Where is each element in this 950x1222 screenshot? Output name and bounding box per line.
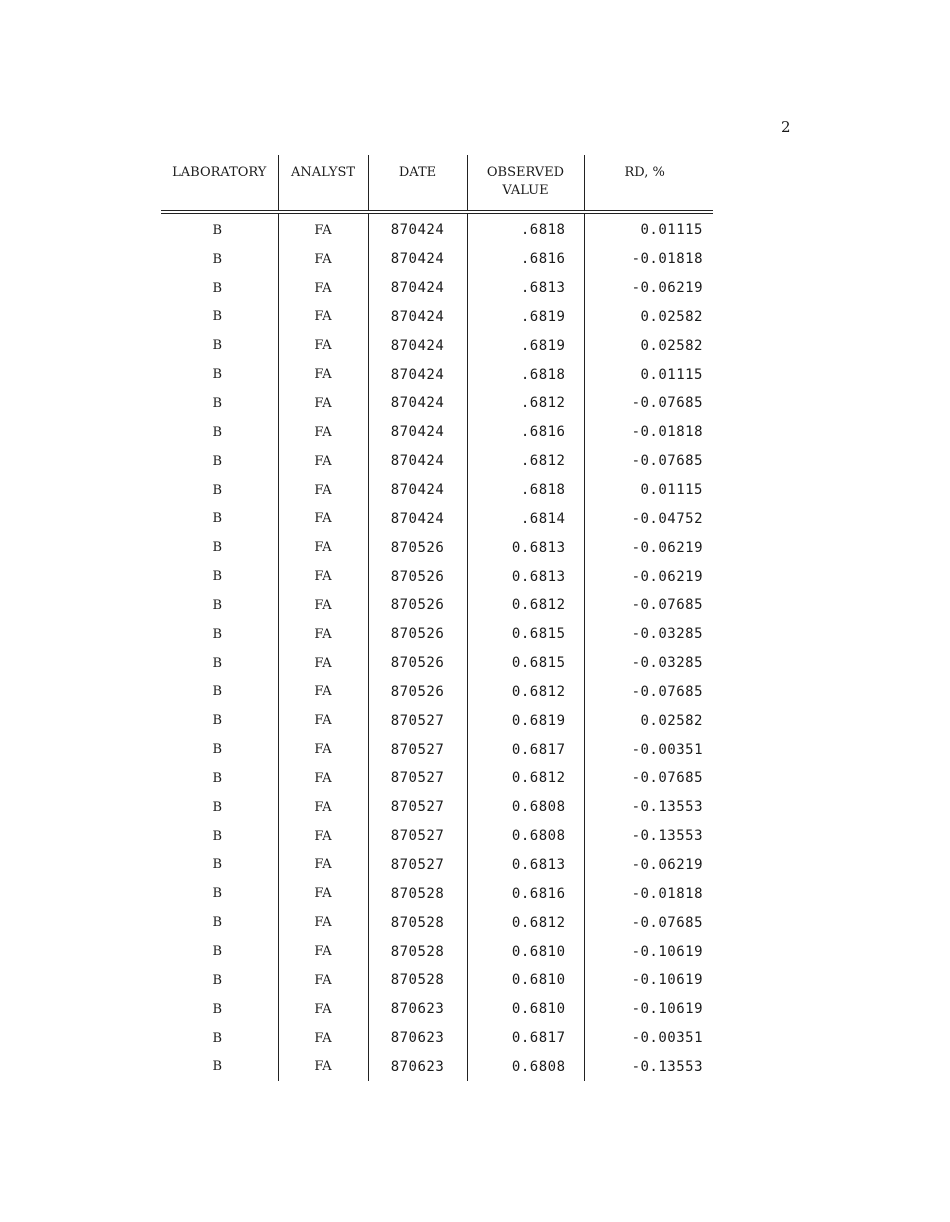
cell-observed-value: 0.6813 xyxy=(467,562,584,591)
header-laboratory: LABORATORY xyxy=(161,155,278,212)
table-row xyxy=(161,1024,713,1053)
cell-rd: -0.07685 xyxy=(631,395,703,412)
cell-laboratory: B xyxy=(161,678,278,707)
table-row xyxy=(161,822,713,851)
table-row xyxy=(161,274,713,303)
cell-analyst: FA xyxy=(278,678,368,707)
cell-laboratory: B xyxy=(161,447,278,476)
cell-observed-value: 0.6813 xyxy=(467,533,584,562)
cell-observed-value: 0.6808 xyxy=(467,793,584,822)
table-row xyxy=(161,303,713,332)
cell-observed-value: 0.6812 xyxy=(467,591,584,620)
table-row xyxy=(161,995,713,1024)
table-row xyxy=(161,735,713,764)
table-row xyxy=(161,360,713,389)
cell-observed-value: 0.6819 xyxy=(467,706,584,735)
cell-laboratory: B xyxy=(161,879,278,908)
cell-date: 870526 xyxy=(368,562,467,591)
cell-date: 870623 xyxy=(368,995,467,1024)
cell-rd: -0.01818 xyxy=(631,251,703,268)
table-row xyxy=(161,245,713,274)
header-rd: RD, % xyxy=(584,155,713,212)
cell-rd: 0.02582 xyxy=(640,712,703,729)
cell-laboratory: B xyxy=(161,533,278,562)
cell-analyst: FA xyxy=(278,995,368,1024)
cell-laboratory: B xyxy=(161,1052,278,1081)
header-analyst: ANALYST xyxy=(278,155,368,212)
cell-analyst: FA xyxy=(278,851,368,880)
cell-rd: -0.13553 xyxy=(631,799,703,816)
table-row xyxy=(161,447,713,476)
table-row xyxy=(161,649,713,678)
table-row xyxy=(161,966,713,995)
page-number: 2 xyxy=(781,118,791,136)
cell-analyst: FA xyxy=(278,274,368,303)
cell-laboratory: B xyxy=(161,274,278,303)
cell-date: 870527 xyxy=(368,764,467,793)
cell-rd: -0.10619 xyxy=(631,1001,703,1018)
cell-observed-value: 0.6810 xyxy=(467,966,584,995)
cell-date: 870527 xyxy=(368,851,467,880)
cell-observed-value: 0.6812 xyxy=(467,908,584,937)
cell-date: 870527 xyxy=(368,735,467,764)
cell-rd: -0.07685 xyxy=(631,453,703,470)
cell-analyst: FA xyxy=(278,533,368,562)
cell-date: 870526 xyxy=(368,649,467,678)
cell-date: 870528 xyxy=(368,966,467,995)
cell-date: 870424 xyxy=(368,274,467,303)
cell-date: 870424 xyxy=(368,360,467,389)
cell-date: 870528 xyxy=(368,937,467,966)
cell-date: 870424 xyxy=(368,447,467,476)
cell-date: 870424 xyxy=(368,476,467,505)
cell-observed-value: 0.6812 xyxy=(467,764,584,793)
cell-rd: -0.03285 xyxy=(631,626,703,643)
cell-rd: -0.06219 xyxy=(631,539,703,556)
cell-laboratory: B xyxy=(161,620,278,649)
cell-observed-value: 0.6813 xyxy=(467,851,584,880)
cell-observed-value: 0.6810 xyxy=(467,937,584,966)
cell-analyst: FA xyxy=(278,212,368,245)
cell-rd: -0.00351 xyxy=(631,1030,703,1047)
table-row xyxy=(161,591,713,620)
cell-analyst: FA xyxy=(278,908,368,937)
cell-rd: -0.13553 xyxy=(631,1058,703,1075)
cell-observed-value: .6818 xyxy=(467,476,584,505)
cell-date: 870424 xyxy=(368,303,467,332)
cell-date: 870424 xyxy=(368,245,467,274)
cell-observed-value: .6816 xyxy=(467,245,584,274)
cell-rd: 0.02582 xyxy=(640,337,703,354)
cell-analyst: FA xyxy=(278,476,368,505)
cell-laboratory: B xyxy=(161,212,278,245)
cell-laboratory: B xyxy=(161,764,278,793)
cell-laboratory: B xyxy=(161,793,278,822)
cell-date: 870424 xyxy=(368,504,467,533)
cell-observed-value: 0.6816 xyxy=(467,879,584,908)
table-row xyxy=(161,212,713,245)
cell-rd: -0.10619 xyxy=(631,943,703,960)
cell-laboratory: B xyxy=(161,995,278,1024)
cell-date: 870527 xyxy=(368,706,467,735)
cell-observed-value: .6819 xyxy=(467,331,584,360)
table-row xyxy=(161,504,713,533)
cell-laboratory: B xyxy=(161,562,278,591)
cell-analyst: FA xyxy=(278,418,368,447)
cell-observed-value: .6818 xyxy=(467,360,584,389)
table-row xyxy=(161,389,713,418)
cell-analyst: FA xyxy=(278,562,368,591)
cell-laboratory: B xyxy=(161,591,278,620)
cell-rd: -0.03285 xyxy=(631,655,703,672)
cell-date: 870527 xyxy=(368,793,467,822)
cell-date: 870527 xyxy=(368,822,467,851)
table-row xyxy=(161,908,713,937)
table-row xyxy=(161,331,713,360)
table-row xyxy=(161,562,713,591)
table-body xyxy=(161,212,713,1081)
cell-date: 870424 xyxy=(368,331,467,360)
cell-analyst: FA xyxy=(278,937,368,966)
cell-rd: -0.13553 xyxy=(631,828,703,845)
cell-laboratory: B xyxy=(161,1024,278,1053)
cell-analyst: FA xyxy=(278,620,368,649)
cell-rd: 0.01115 xyxy=(640,366,703,383)
table-row xyxy=(161,793,713,822)
table-row xyxy=(161,678,713,707)
cell-analyst: FA xyxy=(278,793,368,822)
cell-analyst: FA xyxy=(278,706,368,735)
table-row xyxy=(161,476,713,505)
cell-analyst: FA xyxy=(278,331,368,360)
cell-observed-value: 0.6815 xyxy=(467,649,584,678)
cell-analyst: FA xyxy=(278,764,368,793)
cell-observed-value: 0.6808 xyxy=(467,1052,584,1081)
cell-laboratory: B xyxy=(161,908,278,937)
table-row xyxy=(161,1052,713,1081)
cell-rd: -0.06219 xyxy=(631,568,703,585)
cell-observed-value: .6816 xyxy=(467,418,584,447)
cell-laboratory: B xyxy=(161,389,278,418)
cell-rd: -0.01818 xyxy=(631,424,703,441)
table-row xyxy=(161,764,713,793)
cell-date: 870424 xyxy=(368,418,467,447)
cell-laboratory: B xyxy=(161,822,278,851)
table-row xyxy=(161,851,713,880)
table-row xyxy=(161,533,713,562)
cell-observed-value: .6814 xyxy=(467,504,584,533)
cell-rd: -0.07685 xyxy=(631,914,703,931)
cell-date: 870526 xyxy=(368,591,467,620)
cell-date: 870528 xyxy=(368,879,467,908)
table-row xyxy=(161,620,713,649)
cell-laboratory: B xyxy=(161,649,278,678)
cell-laboratory: B xyxy=(161,303,278,332)
cell-laboratory: B xyxy=(161,476,278,505)
cell-observed-value: .6812 xyxy=(467,447,584,476)
cell-analyst: FA xyxy=(278,447,368,476)
cell-laboratory: B xyxy=(161,851,278,880)
table-row xyxy=(161,706,713,735)
header-date: DATE xyxy=(368,155,467,212)
cell-date: 870526 xyxy=(368,620,467,649)
cell-analyst: FA xyxy=(278,879,368,908)
cell-laboratory: B xyxy=(161,360,278,389)
cell-laboratory: B xyxy=(161,937,278,966)
cell-laboratory: B xyxy=(161,504,278,533)
table-row xyxy=(161,879,713,908)
cell-rd: -0.04752 xyxy=(631,510,703,527)
cell-observed-value: 0.6808 xyxy=(467,822,584,851)
cell-observed-value: 0.6810 xyxy=(467,995,584,1024)
cell-rd: -0.01818 xyxy=(631,885,703,902)
cell-rd: 0.01115 xyxy=(640,222,703,239)
cell-rd: 0.02582 xyxy=(640,308,703,325)
cell-rd: 0.01115 xyxy=(640,482,703,499)
cell-analyst: FA xyxy=(278,822,368,851)
cell-observed-value: 0.6812 xyxy=(467,678,584,707)
cell-rd: -0.07685 xyxy=(631,683,703,700)
cell-observed-value: 0.6817 xyxy=(467,735,584,764)
data-table xyxy=(161,155,713,1081)
cell-analyst: FA xyxy=(278,389,368,418)
header-observed-line1: OBSERVED xyxy=(486,165,565,180)
cell-observed-value: 0.6817 xyxy=(467,1024,584,1053)
cell-date: 870526 xyxy=(368,678,467,707)
cell-observed-value: .6813 xyxy=(467,274,584,303)
header-observed-line2: VALUE xyxy=(502,183,549,198)
cell-analyst: FA xyxy=(278,735,368,764)
header-observed-value xyxy=(467,155,584,212)
cell-analyst: FA xyxy=(278,303,368,332)
cell-laboratory: B xyxy=(161,245,278,274)
cell-date: 870623 xyxy=(368,1052,467,1081)
table-row xyxy=(161,937,713,966)
cell-analyst: FA xyxy=(278,966,368,995)
cell-observed-value: 0.6815 xyxy=(467,620,584,649)
cell-rd: -0.07685 xyxy=(631,597,703,614)
cell-rd: -0.06219 xyxy=(631,280,703,297)
cell-analyst: FA xyxy=(278,591,368,620)
cell-analyst: FA xyxy=(278,504,368,533)
cell-date: 870623 xyxy=(368,1024,467,1053)
cell-laboratory: B xyxy=(161,706,278,735)
cell-laboratory: B xyxy=(161,331,278,360)
cell-rd: -0.00351 xyxy=(631,741,703,758)
cell-date: 870528 xyxy=(368,908,467,937)
cell-observed-value: .6812 xyxy=(467,389,584,418)
cell-observed-value: .6818 xyxy=(467,212,584,245)
cell-analyst: FA xyxy=(278,360,368,389)
cell-laboratory: B xyxy=(161,418,278,447)
cell-date: 870424 xyxy=(368,389,467,418)
cell-analyst: FA xyxy=(278,1024,368,1053)
table-row xyxy=(161,418,713,447)
cell-observed-value: .6819 xyxy=(467,303,584,332)
cell-analyst: FA xyxy=(278,1052,368,1081)
cell-rd: -0.06219 xyxy=(631,856,703,873)
cell-laboratory: B xyxy=(161,735,278,764)
cell-date: 870424 xyxy=(368,212,467,245)
header-row xyxy=(161,155,713,212)
cell-rd: -0.10619 xyxy=(631,972,703,989)
cell-date: 870526 xyxy=(368,533,467,562)
cell-analyst: FA xyxy=(278,649,368,678)
cell-laboratory: B xyxy=(161,966,278,995)
cell-rd: -0.07685 xyxy=(631,770,703,787)
cell-analyst: FA xyxy=(278,245,368,274)
